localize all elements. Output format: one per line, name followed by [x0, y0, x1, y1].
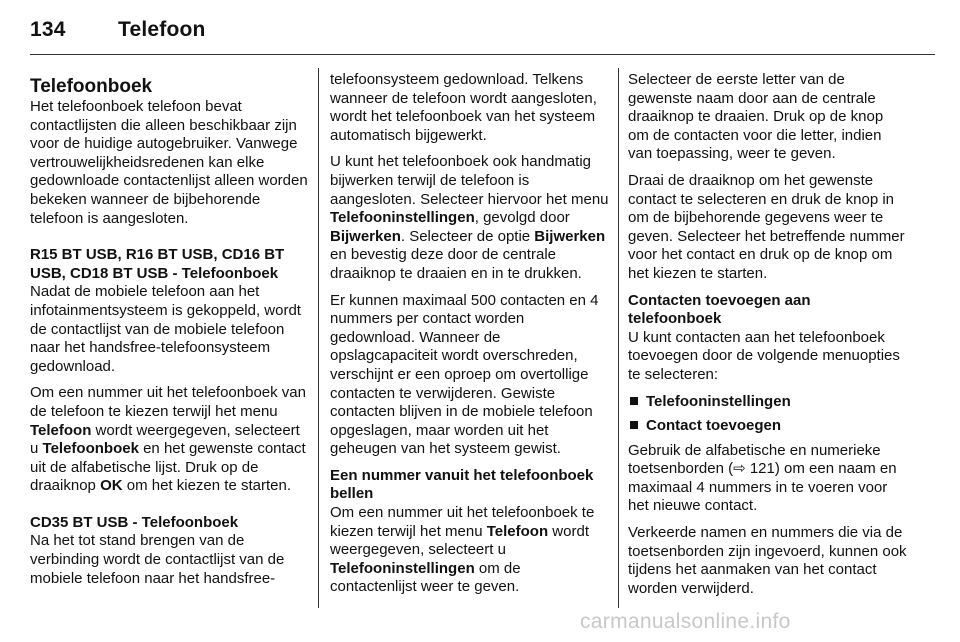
paragraph: U kunt het telefoonboek ook handmatig bijwerken terwijl de telefoon is aangesloten. Selecteer hiervoor het menu Telefooninstellingen, gevolgd door Bijwerken. Selecteer de optie Bijwerken en bevestig deze door de centrale draaiknop te draaien en in te drukken. — [330, 153, 609, 282]
paragraph: telefoonsysteem gedownload. Telkens wanneer de telefoon wordt aangesloten, wordt het telefoonboek van het systeem automatisch bijgewerkt. — [330, 71, 597, 144]
subsection-title-r15: R15 BT USB, R16 BT USB, CD16 BT USB, CD18 BT USB - Telefoonboek — [30, 246, 285, 282]
page-header — [30, 18, 206, 42]
square-bullet-icon — [630, 397, 638, 405]
bullet-item: Telefooninstellingen — [628, 393, 908, 412]
paragraph: Er kunnen maximaal 500 contacten en 4 nummers per contact worden gedownload. Wanneer de opslagcapaciteit wordt overschreden, verschijnt er een oproep om overtollige contacten te verwijderen. Gewiste contacten blijven in de mobiele telefoon opgeslagen, maar worden uit het geheugen van het systeem gewist. — [330, 291, 599, 458]
paragraph: Om een nummer uit het telefoonboek van de telefoon te kiezen terwijl het menu Telefoon wordt weergegeven, selecteert u Telefoonboek en het gewenste contact uit de alfabetische lijst. Druk op de draaiknop OK om het kiezen te starten. — [30, 384, 306, 495]
subsection-title-call: Een nummer vanuit het telefoonboek bellen — [330, 466, 594, 503]
paragraph: Verkeerde namen en nummers die via de toetsenborden zijn ingevoerd, kunnen ook tijdens het aanmaken van het contact worden verwijderd. — [628, 524, 907, 597]
bullet-item: Contact toevoegen — [628, 417, 908, 436]
column-divider-1 — [318, 68, 319, 608]
column-3 — [628, 71, 908, 606]
header-rule — [30, 54, 935, 55]
column-divider-2 — [618, 68, 619, 608]
paragraph: U kunt contacten aan het telefoonboek toevoegen door de volgende menuopties te selecteren: — [628, 328, 900, 383]
page-number: 134 — [30, 18, 66, 41]
paragraph: Nadat de mobiele telefoon aan het infotainmentsysteem is gekoppeld, wordt de contactlijst van de mobiele telefoon naar het handsfree-telefoonsysteem gedownload. — [30, 283, 301, 375]
square-bullet-icon — [630, 421, 638, 429]
intro-paragraph: Het telefoonboek telefoon bevat contactlijsten die alleen beschikbaar zijn voor de huidige autogebruiker. Vanwege vertrouwelijkheidsredenen kan elke gedownloade contactenlijst alleen worden bekeken wanneer de bijbehorende telefoon is aangesloten. — [30, 98, 308, 227]
column-1 — [30, 76, 310, 596]
section-title: Telefoonboek — [30, 76, 153, 97]
subsection-title-add: Contacten toevoegen aan telefoonboek — [628, 291, 811, 328]
paragraph: Selecteer de eerste letter van de gewenste naam door aan de centrale draaiknop te draaien. Druk op de knop om de contacten voor die letter, indien van toepassing, weer te geven. — [628, 71, 884, 163]
arrow-reference-icon: ⇨ — [733, 460, 746, 478]
paragraph: Draai de draaiknop om het gewenste contact te selecteren en druk de knop in om de bijbehorende gegevens weer te geven. Selecteer het betreffende nummer voor het contact en druk op de knop om het kiezen te starten. — [628, 171, 905, 282]
page-title: Telefoon — [118, 18, 206, 41]
paragraph: Om een nummer uit het telefoonboek te kiezen terwijl het menu Telefoon wordt weergegeven, selecteert u Telefooninstellingen om de contactenlijst weer te geven. — [330, 504, 595, 596]
watermark: carmanualsonline.info — [580, 610, 791, 633]
column-2 — [330, 71, 610, 605]
paragraph: Gebruik de alfabetische en numerieke toetsenborden (⇨ 121) om een naam en maximaal 4 nummers in te voeren voor het nieuwe contact. — [628, 441, 897, 515]
subsection-title-cd35: CD35 BT USB - Telefoonboek — [30, 513, 239, 531]
paragraph: Na het tot stand brengen van de verbinding wordt de contactlijst van de mobiele telefoon naar het handsfree- — [30, 532, 285, 587]
